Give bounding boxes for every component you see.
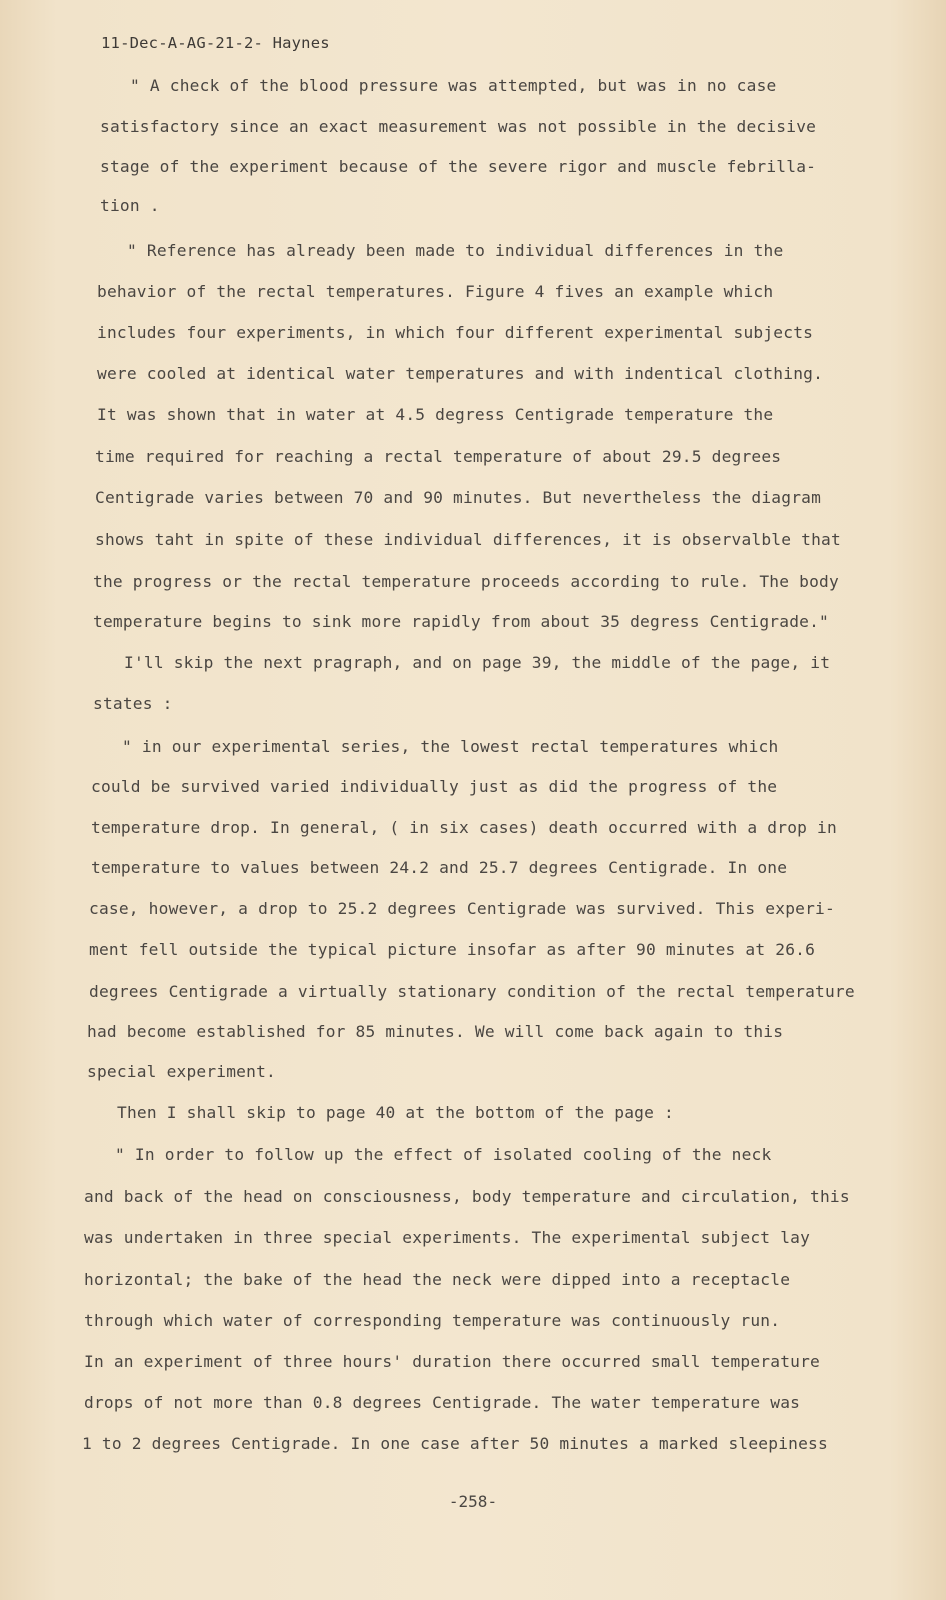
text-line: temperature drop. In general, ( in six cases) death occurred with a drop in	[91, 818, 837, 837]
text-line: and back of the head on consciousness, body temperature and circulation, this	[84, 1187, 850, 1206]
text-line: special experiment.	[87, 1062, 276, 1081]
text-line: could be survived varied individually just as did the progress of the	[91, 777, 778, 796]
text-line: horizontal; the bake of the head the neck were dipped into a receptacle	[84, 1270, 791, 1289]
text-line: ment fell outside the typical picture insofar as after 90 minutes at 26.6	[89, 940, 816, 959]
text-line: satisfactory since an exact measurement was not possible in the decisive	[100, 117, 817, 136]
text-line: " in our experimental series, the lowest rectal temperatures which	[122, 737, 779, 756]
text-line: behavior of the rectal temperatures. Figure 4 fives an example which	[97, 282, 774, 301]
text-line: was undertaken in three special experiments. The experimental subject lay	[84, 1228, 811, 1247]
text-line: In an experiment of three hours' duration there occurred small temperature	[84, 1352, 820, 1371]
text-line: " In order to follow up the effect of isolated cooling of the neck	[115, 1145, 772, 1164]
text-line: had become established for 85 minutes. We will come back again to this	[87, 1022, 784, 1041]
text-line: were cooled at identical water temperatures and with indentical clothing.	[97, 364, 824, 383]
text-line: drops of not more than 0.8 degrees Centigrade. The water temperature was	[84, 1393, 801, 1412]
document-header: 11-Dec-A-AG-21-2- Haynes	[101, 34, 330, 52]
text-line: states :	[93, 694, 173, 713]
text-line: It was shown that in water at 4.5 degress Centigrade temperature the	[97, 405, 774, 424]
text-line: includes four experiments, in which four different experimental subjects	[97, 323, 814, 342]
text-line: shows taht in spite of these individual differences, it is observalble that	[95, 530, 841, 549]
text-line: temperature begins to sink more rapidly from about 35 degress Centigrade."	[93, 612, 829, 631]
text-line: " Reference has already been made to individual differences in the	[127, 241, 784, 260]
text-line: Centigrade varies between 70 and 90 minutes. But nevertheless the diagram	[95, 488, 822, 507]
text-line: time required for reaching a rectal temperature of about 29.5 degrees	[95, 447, 782, 466]
text-line: degrees Centigrade a virtually stationary condition of the rectal temperature	[89, 982, 855, 1001]
text-line: tion .	[100, 196, 160, 215]
text-line: through which water of corresponding temperature was continuously run.	[84, 1311, 781, 1330]
text-line: temperature to values between 24.2 and 25.7 degrees Centigrade. In one	[91, 858, 788, 877]
text-line: " A check of the blood pressure was attempted, but was in no case	[130, 76, 777, 95]
text-line: I'll skip the next pragraph, and on page 39, the middle of the page, it	[124, 653, 831, 672]
text-line: the progress or the rectal temperature proceeds according to rule. The body	[93, 572, 839, 591]
text-line: 1 to 2 degrees Centigrade. In one case after 50 minutes a marked sleepiness	[82, 1434, 828, 1453]
page-number: -258-	[448, 1492, 498, 1511]
text-line: case, however, a drop to 25.2 degrees Centigrade was survived. This experi-	[89, 899, 835, 918]
text-line: stage of the experiment because of the severe rigor and muscle febrilla-	[100, 157, 817, 176]
text-line: Then I shall skip to page 40 at the bottom of the page :	[117, 1103, 674, 1122]
